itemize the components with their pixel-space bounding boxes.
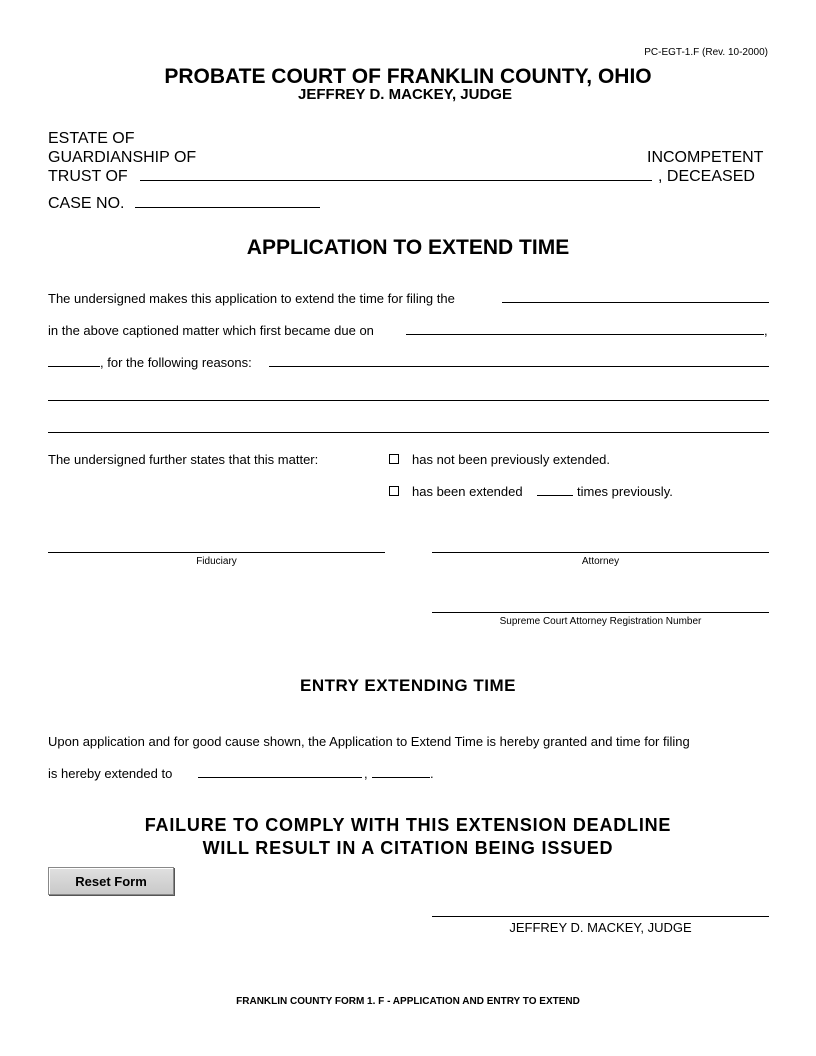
warning-line-2: WILL RESULT IN A CITATION BEING ISSUED	[202, 838, 614, 858]
due-date-comma: ,	[764, 323, 768, 338]
reasons-field-line-2[interactable]	[48, 400, 769, 401]
not-extended-checkbox[interactable]	[389, 454, 399, 464]
extended-date-period: .	[430, 766, 434, 781]
fiduciary-label: Fiduciary	[196, 556, 237, 567]
judge-signature-label: JEFFREY D. MACKEY, JUDGE	[509, 920, 692, 935]
attorney-label: Attorney	[581, 556, 620, 567]
incompetent-label: INCOMPETENT	[647, 149, 764, 166]
case-no-field-line[interactable]	[135, 207, 320, 208]
app-line3-text: , for the following reasons:	[100, 355, 252, 370]
form-code: PC-EGT-1.F (Rev. 10-2000)	[644, 47, 768, 58]
guardianship-of-label: GUARDIANSHIP OF	[48, 149, 197, 166]
entry-title: ENTRY EXTENDING TIME	[300, 676, 516, 695]
further-states-text: The undersigned further states that this matter:	[48, 452, 319, 467]
extended-suffix-label: times previously.	[577, 484, 673, 499]
application-title: APPLICATION TO EXTEND TIME	[246, 236, 570, 259]
times-extended-field-line[interactable]	[537, 495, 573, 496]
entry-line1-text: Upon application and for good cause shown, the Application to Extend Time is hereby granted and time for filing	[48, 734, 690, 749]
reset-form-button[interactable]: Reset Form	[48, 867, 174, 895]
trust-of-label: TRUST OF	[48, 168, 128, 185]
deceased-label: , DECEASED	[658, 168, 755, 185]
entry-line2-text: is hereby extended to	[48, 766, 173, 781]
court-judge: JEFFREY D. MACKEY, JUDGE	[298, 86, 512, 103]
fiduciary-signature-line[interactable]	[48, 552, 385, 553]
extended-date-field-line[interactable]	[198, 777, 362, 778]
attorney-signature-line[interactable]	[432, 552, 769, 553]
filing-item-field-line[interactable]	[502, 302, 769, 303]
extended-year-field-line[interactable]	[372, 777, 430, 778]
extended-checkbox[interactable]	[389, 486, 399, 496]
name-field-line[interactable]	[140, 180, 652, 181]
app-line2-text: in the above captioned matter which first became due on	[48, 323, 374, 338]
due-date-field-line[interactable]	[406, 334, 764, 335]
reasons-field-line-1[interactable]	[269, 366, 769, 367]
due-year-field-line[interactable]	[48, 366, 100, 367]
warning-line-1: FAILURE TO COMPLY WITH THIS EXTENSION DEADLINE	[144, 815, 672, 835]
not-extended-label: has not been previously extended.	[412, 452, 611, 467]
estate-of-label: ESTATE OF	[48, 130, 135, 147]
court-name: PROBATE COURT OF FRANKLIN COUNTY, OHIO	[164, 65, 652, 88]
footer-text: FRANKLIN COUNTY FORM 1. F - APPLICATION AND ENTRY TO EXTEND	[236, 996, 580, 1007]
registration-number-line[interactable]	[432, 612, 769, 613]
extended-date-comma: ,	[364, 766, 368, 781]
registration-label: Supreme Court Attorney Registration Number	[499, 616, 702, 627]
judge-signature-line[interactable]	[432, 916, 769, 917]
reasons-field-line-3[interactable]	[48, 432, 769, 433]
app-line1-text: The undersigned makes this application to extend the time for filing the	[48, 291, 455, 306]
case-no-label: CASE NO.	[48, 195, 125, 212]
extended-prefix-label: has been extended	[412, 484, 523, 499]
